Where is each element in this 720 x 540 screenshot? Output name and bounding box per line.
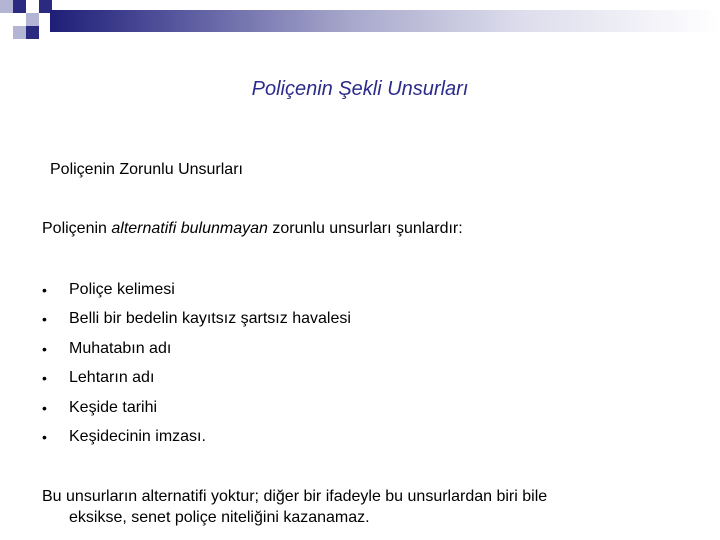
slide-title: Poliçenin Şekli Unsurları: [251, 78, 469, 100]
deco-square-1: [0, 0, 13, 13]
intro-emphasis: alternatifi bulunmayan: [111, 220, 268, 237]
list-item: [42, 308, 351, 337]
header-gradient-bar: [50, 10, 720, 32]
bullet-icon: •: [42, 428, 47, 445]
list-item-text: Keşide tarihi: [69, 398, 158, 416]
slide-subtitle: Poliçenin Zorunlu Unsurları: [50, 161, 243, 178]
deco-square-5: [13, 26, 26, 39]
closing-line-1: Bu unsurların alternatifi yoktur; diğer bir ifadeyle bu unsurlardan biri bile: [42, 488, 548, 505]
list-item: [42, 279, 351, 308]
intro-after: zorunlu unsurları şunlardır:: [267, 220, 463, 237]
list-item: [42, 397, 351, 426]
deco-square-3: [26, 13, 39, 26]
bullet-icon: •: [42, 311, 47, 328]
list-item-text: Lehtarın adı: [69, 369, 155, 387]
list-item-text: Belli bir bedelin kayıtsız şartsız havalesi: [69, 310, 351, 328]
closing-paragraph: [42, 486, 682, 528]
list-item-text: Keşidecinin imzası.: [69, 427, 206, 445]
list-item: [42, 367, 351, 396]
intro-before: Poliçenin: [42, 220, 112, 237]
bullet-icon: •: [42, 370, 47, 387]
list-item: [42, 426, 351, 455]
list-item-text: Poliçe kelimesi: [69, 281, 175, 298]
deco-square-2: [13, 0, 26, 13]
requirements-list: [42, 279, 351, 455]
closing-line-2: eksikse, senet poliçe niteliğini kazanamaz.: [69, 509, 370, 526]
bullet-icon: •: [42, 340, 47, 357]
list-item-text: Muhatabın adı: [69, 339, 172, 357]
bullet-icon: •: [42, 282, 47, 298]
list-item: [42, 338, 351, 367]
intro-text: [42, 220, 463, 238]
bullet-icon: •: [42, 399, 47, 416]
deco-square-6: [26, 26, 39, 39]
